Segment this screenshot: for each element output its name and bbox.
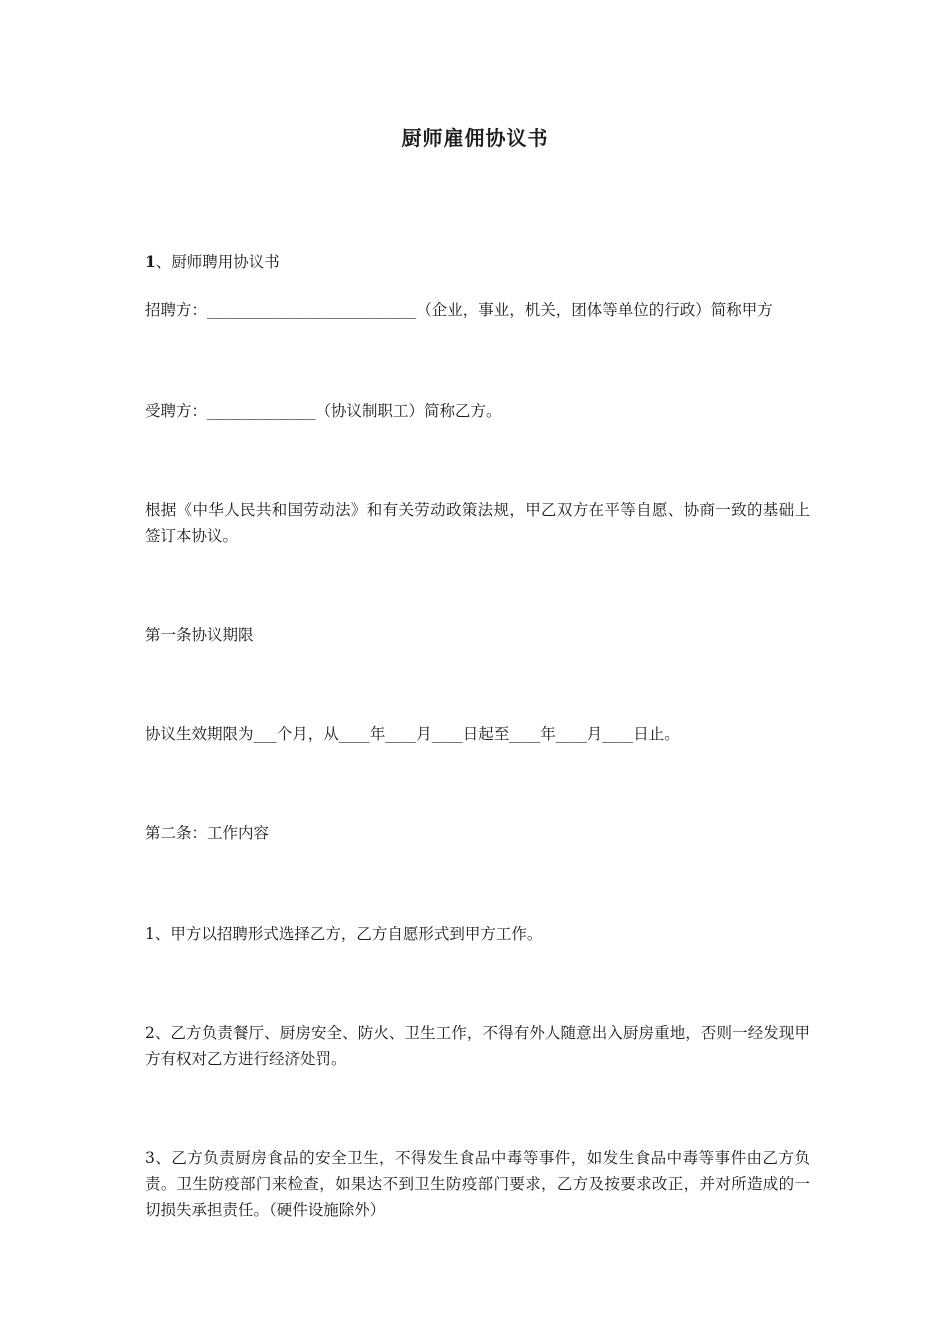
section-heading <box>145 249 810 275</box>
section-heading-text: 、厨师聘用协议书 <box>155 253 280 271</box>
article2-title: 第二条：工作内容 <box>145 824 270 842</box>
employee-line: 受聘方：______________（协议制职工）简称乙方。 <box>145 402 502 420</box>
work-item-3: 3、乙方负责厨房食品的安全卫生，不得发生食品中毒等事件，如发生食品中毒等事件由乙方负责。卫生防疫部门来检查，如果达不到卫生防疫部门要求，乙方及按要求改正，并对所造成的一切损失承担责任。（硬件设施除外） <box>145 1149 810 1219</box>
document-title: 厨师雇佣协议书 <box>401 126 549 150</box>
work-item-2: 2、乙方负责餐厅、厨房安全、防火、卫生工作，不得有外人随意出入厨房重地，否则一经发现甲方有权对乙方进行经济处罚。 <box>145 1024 810 1068</box>
article1-term: 协议生效期限为___个月，从____年____月____日起至____年____月____日止。 <box>145 725 680 743</box>
section-heading-number: 1 <box>145 252 156 271</box>
article1-title: 第一条协议期限 <box>145 626 254 644</box>
work-item-1: 1、甲方以招聘形式选择乙方，乙方自愿形式到甲方工作。 <box>145 925 543 943</box>
basis-paragraph: 根据《中华人民共和国劳动法》和有关劳动政策法规，甲乙双方在平等自愿、协商一致的基础上签订本协议。 <box>145 501 810 545</box>
employer-line: 招聘方：___________________________（企业，事业，机关，团体等单位的行政）简称甲方 <box>145 301 773 319</box>
